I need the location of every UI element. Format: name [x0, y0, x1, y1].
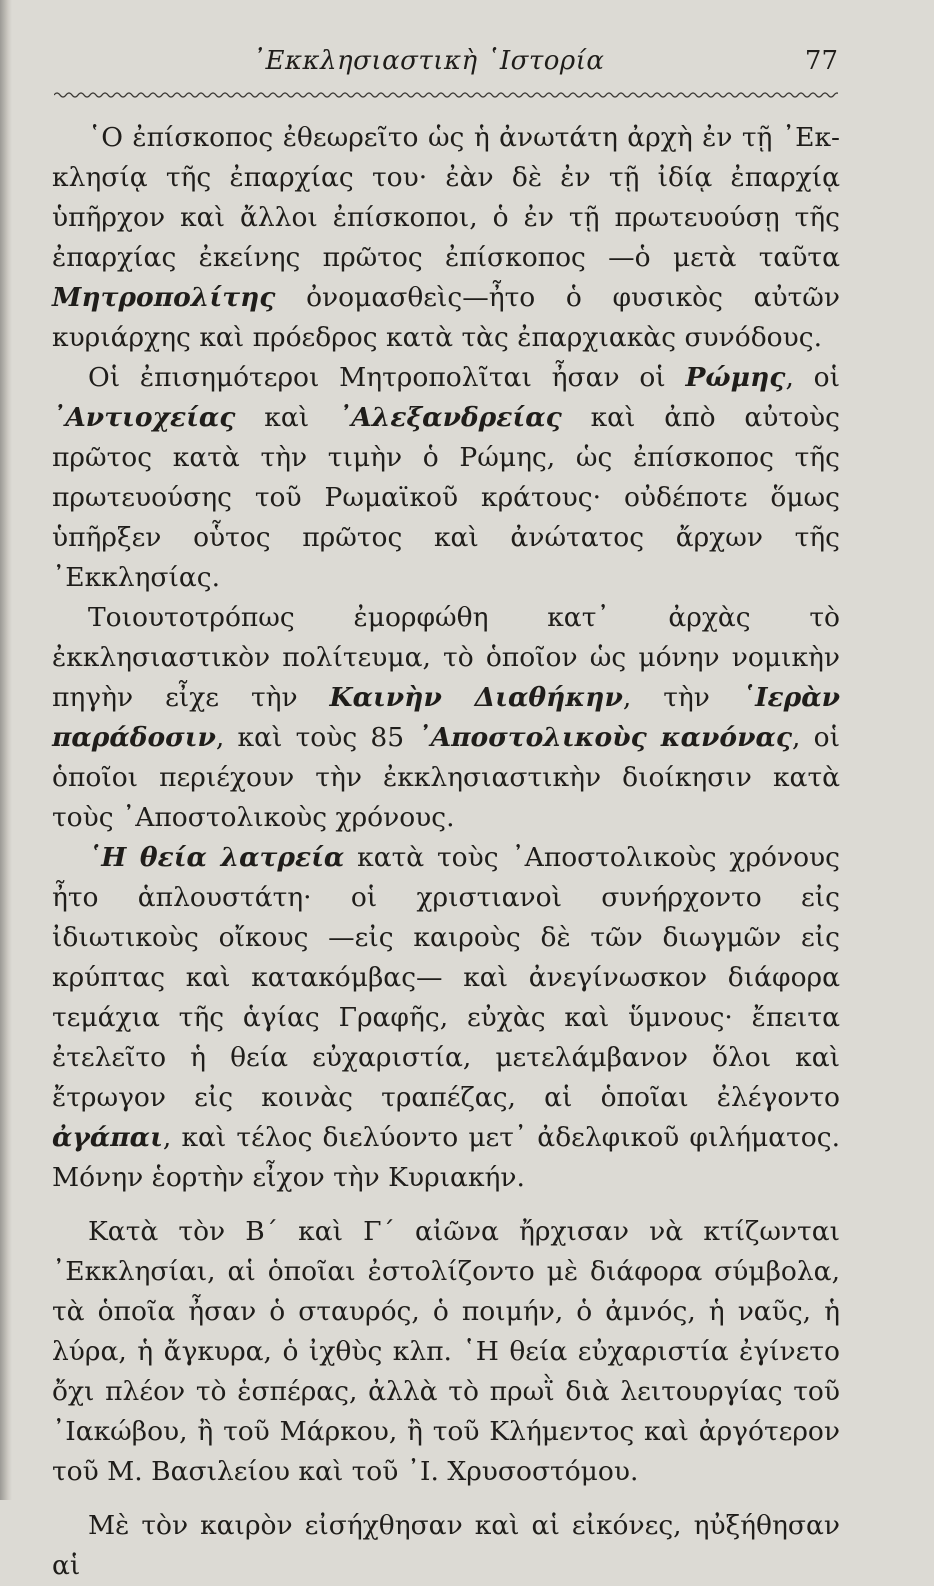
emphasized-term: ᾽Αλεξανδρείας [337, 402, 562, 433]
text-run: κατὰ τοὺς ᾽Αποστολικοὺς χρόνους ἦτο ἁπλουστάτη· οἱ χριστιανοὶ συνήρχοντο εἰς ἰδιωτικοὺς οἴκους —εἰς καιροὺς δὲ τῶν διωγμῶν εἰς κρύπτας καὶ κατακόμβας— καὶ ἀνεγίνωσκον διάφορα τεμάχια τῆς ἁγίας Γραφῆς, εὐχὰς καὶ ὕμνους· ἔπειτα ἐτελεῖτο ἡ θεία εὐχαριστία, μετελάμβανον ὅλοι καὶ ἔτρωγον εἰς κοινὰς τραπέζας, αἱ ὁποῖαι ἐλέγοντο [52, 842, 840, 1113]
paragraph-metropolitans [52, 358, 840, 598]
page-number: 77 [804, 46, 838, 76]
text-run: , καὶ τοὺς 85 [215, 722, 418, 753]
text-run: , τὴν [622, 682, 742, 713]
emphasized-term: Καινὴν Διαθήκην [329, 682, 623, 713]
text-run: ῾Ο ἐπίσκοπος ἐθεωρεῖτο ὡς ἡ ἀνωτάτη ἀρχὴ ἐν τῇ ᾽Εκκλησίᾳ τῆς ἐπαρχίας του· ἐὰν δὲ ἐν τῇ ἰδίᾳ ἐπαρχίᾳ ὑπῆρχον καὶ ἄλλοι ἐπίσκοποι, ὁ ἐν τῇ πρωτευούσῃ τῆς ἐπαρχίας ἐκείνης πρῶτος ἐπίσκοπος —ὁ μετὰ ταῦτα [52, 122, 840, 273]
paragraph-churches-symbols [52, 1212, 840, 1492]
book-page [52, 40, 841, 1581]
text-run: Τοιουτοτρόπως ἐμορφώθη κατ᾽ ἀρχὰς τὸ ἐκκλησιαστικὸν πολίτευμα, τὸ ὁποῖον ὡς μόνην νομικὴν πηγὴν εἶχε τὴν [52, 602, 840, 713]
paragraph-icons [52, 1506, 840, 1586]
emphasized-term: ᾽Αποστολικοὺς κανόνας [417, 722, 792, 753]
emphasized-term: ἀγάπαι [52, 1122, 163, 1153]
text-run: καὶ ἀπὸ αὐτοὺς πρῶτος κατὰ τὴν τιμὴν ὁ Ρώμης, ὡς ἐπίσκοπος τῆς πρωτευούσης τοῦ Ρωμαϊκοῦ κράτους· οὐδέποτε ὅμως ὑπῆρξεν οὗτος πρῶτος καὶ ἀνώτατος ἄρχων τῆς ᾽Εκκλησίας. [52, 402, 840, 593]
text-run: Οἱ ἐπισημότεροι Μητροπολῖται ἦσαν οἱ [88, 362, 686, 393]
text-run: Κατὰ τὸν Β´ καὶ Γ´ αἰῶνα ἤρχισαν νὰ κτίζωνται ᾽Εκκλησίαι, αἱ ὁποῖαι ἐστολίζοντο μὲ διάφορα σύμβολα, τὰ ὁποῖα ἦσαν ὁ σταυρός, ὁ ποιμήν, ὁ ἀμνός, ἡ ναῦς, ἡ λύρα, ἡ ἄγκυρα, ὁ ἰχθὺς κλπ. ῾Η θεία εὐχαριστία ἐγίνετο ὄχι πλέον τὸ ἑσπέρας, ἀλλὰ τὸ πρωῒ διὰ λειτουργίας τοῦ ᾽Ιακώβου, ἢ τοῦ Μάρκου, ἢ τοῦ Κλήμεντος καὶ ἀργότερον τοῦ Μ. Βασιλείου καὶ τοῦ ᾽Ι. Χρυσοστόμου. [52, 1216, 840, 1487]
text-run: , οἱ [785, 362, 840, 393]
emphasized-term: Ρώμης [685, 362, 786, 393]
text-run: καὶ [235, 402, 338, 433]
text-run: Μὲ τὸν καιρὸν εἰσήχθησαν καὶ αἱ εἰκόνες, ηὐξήθησαν αἱ [52, 1510, 840, 1581]
text-run: , καὶ τέλος διελύοντο μετ᾽ ἀδελφικοῦ φιλήματος. Μόνην ἑορτὴν εἶχον τὴν Κυριακήν. [52, 1122, 840, 1193]
page-edge-shadow [0, 0, 12, 1500]
paragraph-divine-worship [52, 838, 840, 1198]
running-header [52, 40, 840, 88]
emphasized-term: ᾽Αντιοχείας [52, 402, 236, 433]
paragraph-church-polity [52, 598, 840, 838]
emphasized-term: Μητροπολίτης [52, 282, 276, 313]
body-text [52, 118, 840, 1586]
text-run: ὀνομασθεὶς—ἦτο ὁ φυσικὸς αὐτῶν κυριάρχης καὶ πρόεδρος κατὰ τὰς ἐπαρχιακὰς συνόδους. [52, 282, 840, 353]
emphasized-term: ῾Ιερὰν παράδοσιν [52, 682, 841, 753]
paragraph-bishop [52, 118, 840, 358]
wavy-rule-ornament [54, 90, 838, 100]
running-title: ᾽Εκκλησιαστικὴ ῾Ιστορία [252, 46, 605, 76]
emphasized-term: ῾Η θεία λατρεία [88, 842, 345, 873]
text-run: , οἱ ὁποῖοι περιέχουν τὴν ἐκκλησιαστικὴν διοίκησιν κατὰ τοὺς ᾽Αποστολικοὺς χρόνους. [52, 722, 840, 833]
